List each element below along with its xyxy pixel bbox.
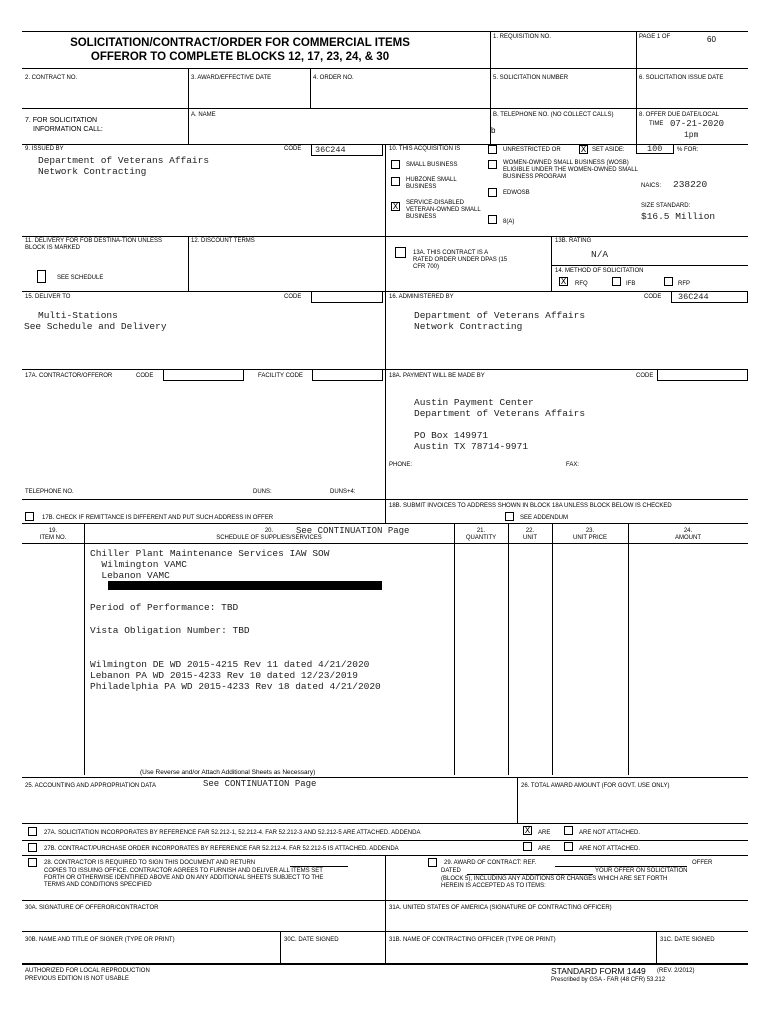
payment-code-label: CODE bbox=[636, 373, 654, 379]
small-business-checkbox[interactable] bbox=[391, 160, 400, 169]
order-no-label: 4. ORDER NO. bbox=[313, 75, 354, 81]
wosb-checkbox[interactable] bbox=[488, 160, 497, 169]
c28-label: 28. CONTRACTOR IS REQUIRED TO SIGN THIS DOCUMENT AND RETURN bbox=[44, 860, 256, 866]
deliver-to-label: 15. DELIVER TO bbox=[25, 294, 71, 300]
issued-by-code-label: CODE bbox=[284, 146, 302, 152]
c27a-are-not-checkbox[interactable] bbox=[564, 826, 573, 835]
redaction-bar bbox=[108, 581, 382, 590]
hubzone-label: HUBZONE SMALL BUSINESS bbox=[406, 177, 457, 190]
telephone-label: B. TELEPHONE NO. (NO COLLECT CALLS) bbox=[493, 112, 614, 118]
col23-label: UNIT PRICE bbox=[573, 535, 607, 541]
deliver-to-line2: See Schedule and Delivery bbox=[24, 321, 167, 332]
award-date-label: 3. AWARD/EFFECTIVE DATE bbox=[191, 75, 272, 81]
for-solicitation-label: 7. FOR SOLICITATION bbox=[25, 117, 98, 124]
payment-line2: Department of Veterans Affairs bbox=[414, 408, 586, 419]
c27b-are-label: ARE bbox=[538, 846, 551, 852]
administered-by-line1: Department of Veterans Affairs bbox=[414, 310, 586, 321]
edwosb-checkbox[interactable] bbox=[488, 188, 497, 197]
col24-num: 24. bbox=[683, 528, 693, 534]
percent-for-label: % FOR: bbox=[677, 147, 699, 153]
offer-due-time[interactable]: 1pm bbox=[684, 131, 699, 140]
c27a-are-checkbox[interactable]: X bbox=[524, 826, 531, 835]
unrestricted-checkbox[interactable] bbox=[488, 145, 497, 154]
col20-value: See CONTINUATION Page bbox=[296, 526, 410, 536]
issued-by-line2: Network Contracting bbox=[38, 166, 147, 177]
rfq-checkbox[interactable]: X bbox=[560, 277, 567, 286]
deliver-to-code-label: CODE bbox=[284, 294, 302, 300]
addendum-checkbox[interactable] bbox=[505, 512, 514, 521]
sdvosb-label: SERVICE-DISABLED VETERAN-OWNED SMALL BUSINESS bbox=[406, 200, 481, 220]
col22-label: UNIT bbox=[523, 535, 537, 541]
c29-body: (BLOCK 5), INCLUDING ANY ADDITIONS OR CHANGES WHICH ARE SET FORTH HEREIN IS ACCEPTED AS TO ITEMS: bbox=[441, 876, 668, 889]
col21-label: QUANTITY bbox=[465, 535, 497, 541]
eight-a-checkbox[interactable] bbox=[488, 215, 497, 224]
schedule-line: Chiller Plant Maintenance Services IAW SOW bbox=[90, 548, 330, 559]
c27a-are-not-label: ARE NOT ATTACHED. bbox=[579, 830, 641, 836]
telephone-value: b bbox=[491, 126, 496, 135]
payment-label: 18A. PAYMENT WILL BE MADE BY bbox=[389, 373, 485, 379]
col22-num: 22. bbox=[525, 528, 535, 534]
offer-due-date[interactable]: 07-21-2020 bbox=[670, 119, 725, 129]
form-rev: (REV. 2/2012) bbox=[657, 968, 695, 974]
issue-date-label: 6. SOLICITATION ISSUE DATE bbox=[639, 75, 724, 81]
col19-num: 19. bbox=[48, 528, 58, 534]
solicitation-no-label: 5. SOLICITATION NUMBER bbox=[493, 75, 569, 81]
telephone-no-label: TELEPHONE NO. bbox=[25, 489, 74, 495]
rfq-label: RFQ bbox=[575, 281, 588, 287]
contract-no-label: 2. CONTRACT NO. bbox=[25, 75, 78, 81]
c27a-checkbox[interactable] bbox=[28, 827, 37, 836]
schedule-line: Lebanon VAMC bbox=[90, 570, 170, 581]
c27b-are-not-label: ARE NOT ATTACHED. bbox=[579, 846, 641, 852]
rating-value[interactable]: N/A bbox=[591, 249, 609, 260]
eight-a-label: 8(A) bbox=[503, 219, 515, 225]
administered-by-line2: Network Contracting bbox=[414, 321, 523, 332]
col20-num: 20. bbox=[264, 528, 274, 534]
accounting-label: 25. ACCOUNTING AND APPROPRIATION DATA bbox=[25, 783, 157, 789]
payment-phone-label: PHONE: bbox=[389, 462, 413, 468]
schedule-line: Period of Performance: TBD bbox=[90, 602, 239, 613]
administered-by-label: 16. ADMINISTERED BY bbox=[389, 294, 454, 300]
previous-edition: PREVIOUS EDITION IS NOT USABLE bbox=[25, 976, 129, 982]
rated-order-checkbox[interactable] bbox=[395, 247, 406, 258]
administered-by-code-label: CODE bbox=[644, 294, 662, 300]
remittance-label: 17B. CHECK IF REMITTANCE IS DIFFERENT AND PUT SUCH ADDRESS IN OFFER bbox=[42, 515, 274, 521]
small-business-label: SMALL BUSINESS bbox=[406, 162, 458, 168]
naics-value[interactable]: 238220 bbox=[673, 179, 708, 190]
page-total: 60 bbox=[707, 35, 716, 44]
remittance-checkbox[interactable] bbox=[25, 512, 34, 521]
col23-num: 23. bbox=[585, 528, 595, 534]
issued-by-label: 9. ISSUED BY bbox=[25, 146, 64, 152]
s30a-label: 30A. SIGNATURE OF OFFEROR/CONTRACTOR bbox=[25, 905, 159, 911]
rfp-label: RFP bbox=[678, 281, 690, 287]
c27b-label: 27B. CONTRACT/PURCHASE ORDER INCORPORATES BY REFERENCE FAR 52.212-4. FAR 52.212-5 IS ATTACHED. ADDENDA bbox=[44, 846, 399, 852]
discount-terms-label: 12. DISCOUNT TERMS bbox=[191, 238, 255, 244]
submit-invoices-label: 18B. SUBMIT INVOICES TO ADDRESS SHOWN IN BLOCK 18A UNLESS BLOCK BELOW IS CHECKED bbox=[389, 503, 672, 509]
c27b-are-checkbox[interactable] bbox=[523, 842, 532, 851]
contractor-code-label: CODE bbox=[136, 373, 154, 379]
col24-label: AMOUNT bbox=[675, 535, 701, 541]
schedule-line: Lebanon PA WD 2015-4233 Rev 10 dated 12/23/2019 bbox=[90, 670, 358, 681]
authorized-reproduction: AUTHORIZED FOR LOCAL REPRODUCTION bbox=[25, 968, 150, 974]
schedule-line: Wilmington VAMC bbox=[90, 559, 187, 570]
issued-by-code[interactable]: 36C244 bbox=[315, 145, 346, 155]
accounting-value: See CONTINUATION Page bbox=[203, 779, 317, 789]
size-standard-value[interactable]: $16.5 Million bbox=[641, 211, 716, 222]
time-label: TIME bbox=[649, 121, 664, 127]
delivery-label: 11. DELIVERY FOR FOB DESTINA-TION UNLESS BLOCK IS MARKED bbox=[25, 238, 163, 251]
requisition-label: 1. REQUISITION NO. bbox=[493, 34, 552, 40]
c29-dated-label: DATED bbox=[441, 868, 461, 874]
see-schedule-label: SEE SCHEDULE bbox=[57, 275, 104, 281]
schedule-line: Philadelphia PA WD 2015-4233 Rev 18 dated 4/21/2020 bbox=[90, 681, 381, 692]
contractor-label: 17A. CONTRACTOR/OFFEROR bbox=[25, 373, 113, 379]
schedule-line: Wilmington DE WD 2015-4215 Rev 11 dated 4/21/2020 bbox=[90, 659, 370, 670]
schedule-line: Vista Obligation Number: TBD bbox=[90, 625, 250, 636]
info-call-label: INFORMATION CALL: bbox=[33, 126, 103, 133]
page-label: PAGE 1 OF bbox=[639, 34, 671, 40]
addendum-label: SEE ADDENDUM bbox=[520, 515, 569, 521]
wosb-label: WOMEN-OWNED SMALL BUSINESS (WOSB) ELIGIBLE UNDER THE WOMEN-OWNED SMALL BUSINESS PROGRAM bbox=[503, 160, 638, 180]
s30b-label: 30B. NAME AND TITLE OF SIGNER (TYPE OR PRINT) bbox=[25, 937, 175, 943]
name-label: A. NAME bbox=[191, 112, 216, 118]
s31a-label: 31A. UNITED STATES OF AMERICA (SIGNATURE OF CONTRACTING OFFICER) bbox=[389, 905, 612, 911]
facility-code-field[interactable] bbox=[312, 369, 383, 381]
rfp-checkbox[interactable] bbox=[664, 277, 673, 286]
c27b-checkbox[interactable] bbox=[28, 843, 37, 852]
c27a-are-label: ARE bbox=[538, 830, 551, 836]
form-number: STANDARD FORM 1449 bbox=[551, 966, 646, 976]
s31b-label: 31B. NAME OF CONTRACTING OFFICER (TYPE OR PRINT) bbox=[389, 937, 556, 943]
total-award-label: 26. TOTAL AWARD AMOUNT (FOR GOVT. USE ONLY) bbox=[521, 783, 670, 789]
size-standard-label: SIZE STANDARD: bbox=[641, 203, 691, 209]
contractor-code-field[interactable] bbox=[163, 369, 244, 381]
acquisition-label: 10. THIS ACQUISITION IS bbox=[389, 146, 461, 152]
payment-line4: Austin TX 78714-9971 bbox=[414, 441, 529, 452]
method-label: 14. METHOD OF SOLICITATION bbox=[555, 268, 644, 274]
offer-due-label: 8. OFFER DUE DATE/LOCAL bbox=[639, 112, 719, 118]
c28-body: COPIES TO ISSUING OFFICE. CONTRACTOR AGREES TO FURNISH AND DELIVER ALL ITEMS SET FORTH OR OTHERWISE IDENTIFIED ABOVE AND ON ANY ADDITIONAL SHEETS SUBJECT TO THE TERMS AND CONDITIONS SPECIFIED bbox=[44, 868, 324, 888]
hubzone-checkbox[interactable] bbox=[391, 177, 400, 186]
edwosb-label: EDWOSB bbox=[503, 190, 530, 196]
c28-checkbox[interactable] bbox=[28, 858, 37, 867]
duns4-label: DUNS+4: bbox=[330, 489, 356, 495]
sdvosb-checkbox[interactable]: X bbox=[392, 202, 399, 211]
set-aside-label: SET ASIDE: bbox=[592, 147, 625, 153]
c27b-are-not-checkbox[interactable] bbox=[564, 842, 573, 851]
deliver-to-line1: Multi-Stations bbox=[38, 310, 118, 321]
c27a-label: 27A. SOLICITATION INCORPORATES BY REFERENCE FAR 52.212-1, 52.212-4. FAR 52.212-3 AND 52.212-5 ARE ATTACHED. ADDENDA bbox=[44, 830, 421, 836]
reverse-note: (Use Reverse and/or Attach Additional Sheets as Necessary) bbox=[140, 769, 316, 776]
see-schedule-checkbox[interactable] bbox=[37, 270, 46, 283]
s30c-label: 30C. DATE SIGNED bbox=[284, 937, 339, 943]
ifb-label: IFB bbox=[626, 281, 636, 287]
c29-checkbox[interactable] bbox=[428, 858, 437, 867]
duns-label: DUNS: bbox=[253, 489, 272, 495]
c29-your-offer-label: YOUR OFFER ON SOLICITATION bbox=[595, 868, 688, 874]
administered-by-code[interactable]: 36C244 bbox=[678, 292, 709, 302]
issued-by-line1: Department of Veterans Affairs bbox=[38, 155, 210, 166]
unrestricted-label: UNRESTRICTED OR bbox=[503, 147, 561, 153]
c29-offer-label: OFFER bbox=[692, 860, 713, 866]
col20-label: SCHEDULE OF SUPPLIES/SERVICES bbox=[216, 535, 322, 541]
rated-order-label: 13A. THIS CONTRACT IS A RATED ORDER UNDER DPAS (15 CFR 700) bbox=[413, 250, 508, 270]
rating-label: 13B. RATING bbox=[555, 238, 592, 244]
payment-fax-label: FAX: bbox=[566, 462, 580, 468]
payment-line1: Austin Payment Center bbox=[414, 397, 534, 408]
col21-num: 21. bbox=[476, 528, 486, 534]
form-subtitle: OFFEROR TO COMPLETE BLOCKS 12, 17, 23, 24, & 30 bbox=[90, 51, 390, 63]
prescribed-by: Prescribed by GSA - FAR (48 CFR) 53.212 bbox=[551, 977, 666, 983]
facility-code-label: FACILITY CODE bbox=[258, 373, 303, 379]
naics-label: NAICS: bbox=[641, 183, 662, 189]
ifb-checkbox[interactable] bbox=[612, 277, 621, 286]
set-aside-checkbox[interactable]: X bbox=[580, 145, 587, 154]
c29-label: 29. AWARD OF CONTRACT: REF. bbox=[444, 860, 537, 866]
s31c-label: 31C. DATE SIGNED bbox=[660, 937, 715, 943]
col19-label: ITEM NO. bbox=[39, 535, 67, 541]
payment-line3: PO Box 149971 bbox=[414, 430, 489, 441]
set-aside-percent[interactable]: 100 bbox=[647, 144, 663, 154]
form-title: SOLICITATION/CONTRACT/ORDER FOR COMMERCIAL ITEMS bbox=[70, 37, 410, 49]
